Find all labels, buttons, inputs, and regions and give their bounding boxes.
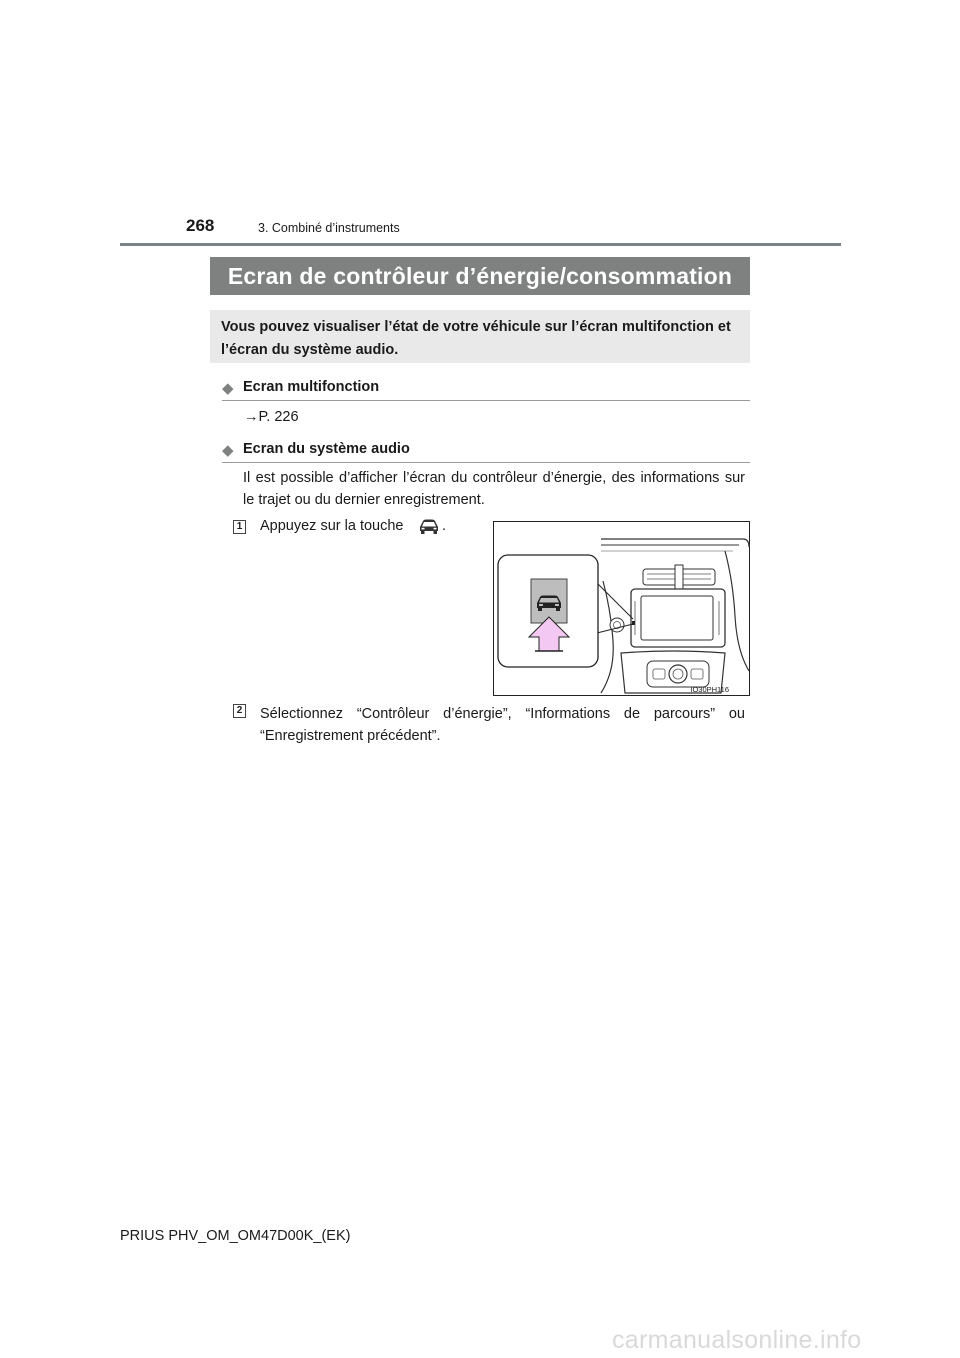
subsection-title: Ecran du système audio [243, 441, 410, 457]
header-rule [120, 243, 841, 246]
step-1-text: Appuyez sur la touche [260, 518, 404, 534]
diamond-bullet-icon: ◆ [222, 442, 234, 459]
intro-box: Vous pouvez visualiser l’état de votre véhicule sur l’écran multifonction et l’écran du système audio. [210, 310, 750, 363]
running-head: 3. Combiné d’instruments [258, 221, 400, 235]
subsection-title: Ecran multifonction [243, 379, 380, 395]
page-number: 268 [186, 216, 215, 235]
diamond-bullet-icon: ◆ [222, 380, 234, 397]
watermark: carmanualsonline.info [612, 1326, 862, 1354]
document-id-footer: PRIUS PHV_OM_OM47D00K_(EK) [120, 1228, 351, 1244]
step-number-1: 1 [233, 520, 246, 534]
section-title: Ecran de contrôleur d’énergie/consommation [210, 257, 750, 295]
step-2-text: Sélectionnez “Contrôleur d’énergie”, “Informations de parcours” ou “Enregistrement précédent”. [260, 706, 745, 744]
step-number-2: 2 [233, 704, 246, 718]
car-button-icon [418, 516, 440, 541]
dashboard-illustration [493, 521, 750, 696]
figure-code: IO30PH116 [690, 685, 729, 694]
body-paragraph: Il est possible d’afficher l’écran du contrôleur d’énergie, des informations sur le trajet ou du dernier enregistrement. [243, 470, 745, 508]
page-reference-link[interactable]: →P. 226 [244, 409, 299, 425]
step-1-period: . [442, 518, 447, 534]
subsection-heading-multifunction [222, 376, 750, 401]
subsection-heading-audio [222, 438, 750, 463]
